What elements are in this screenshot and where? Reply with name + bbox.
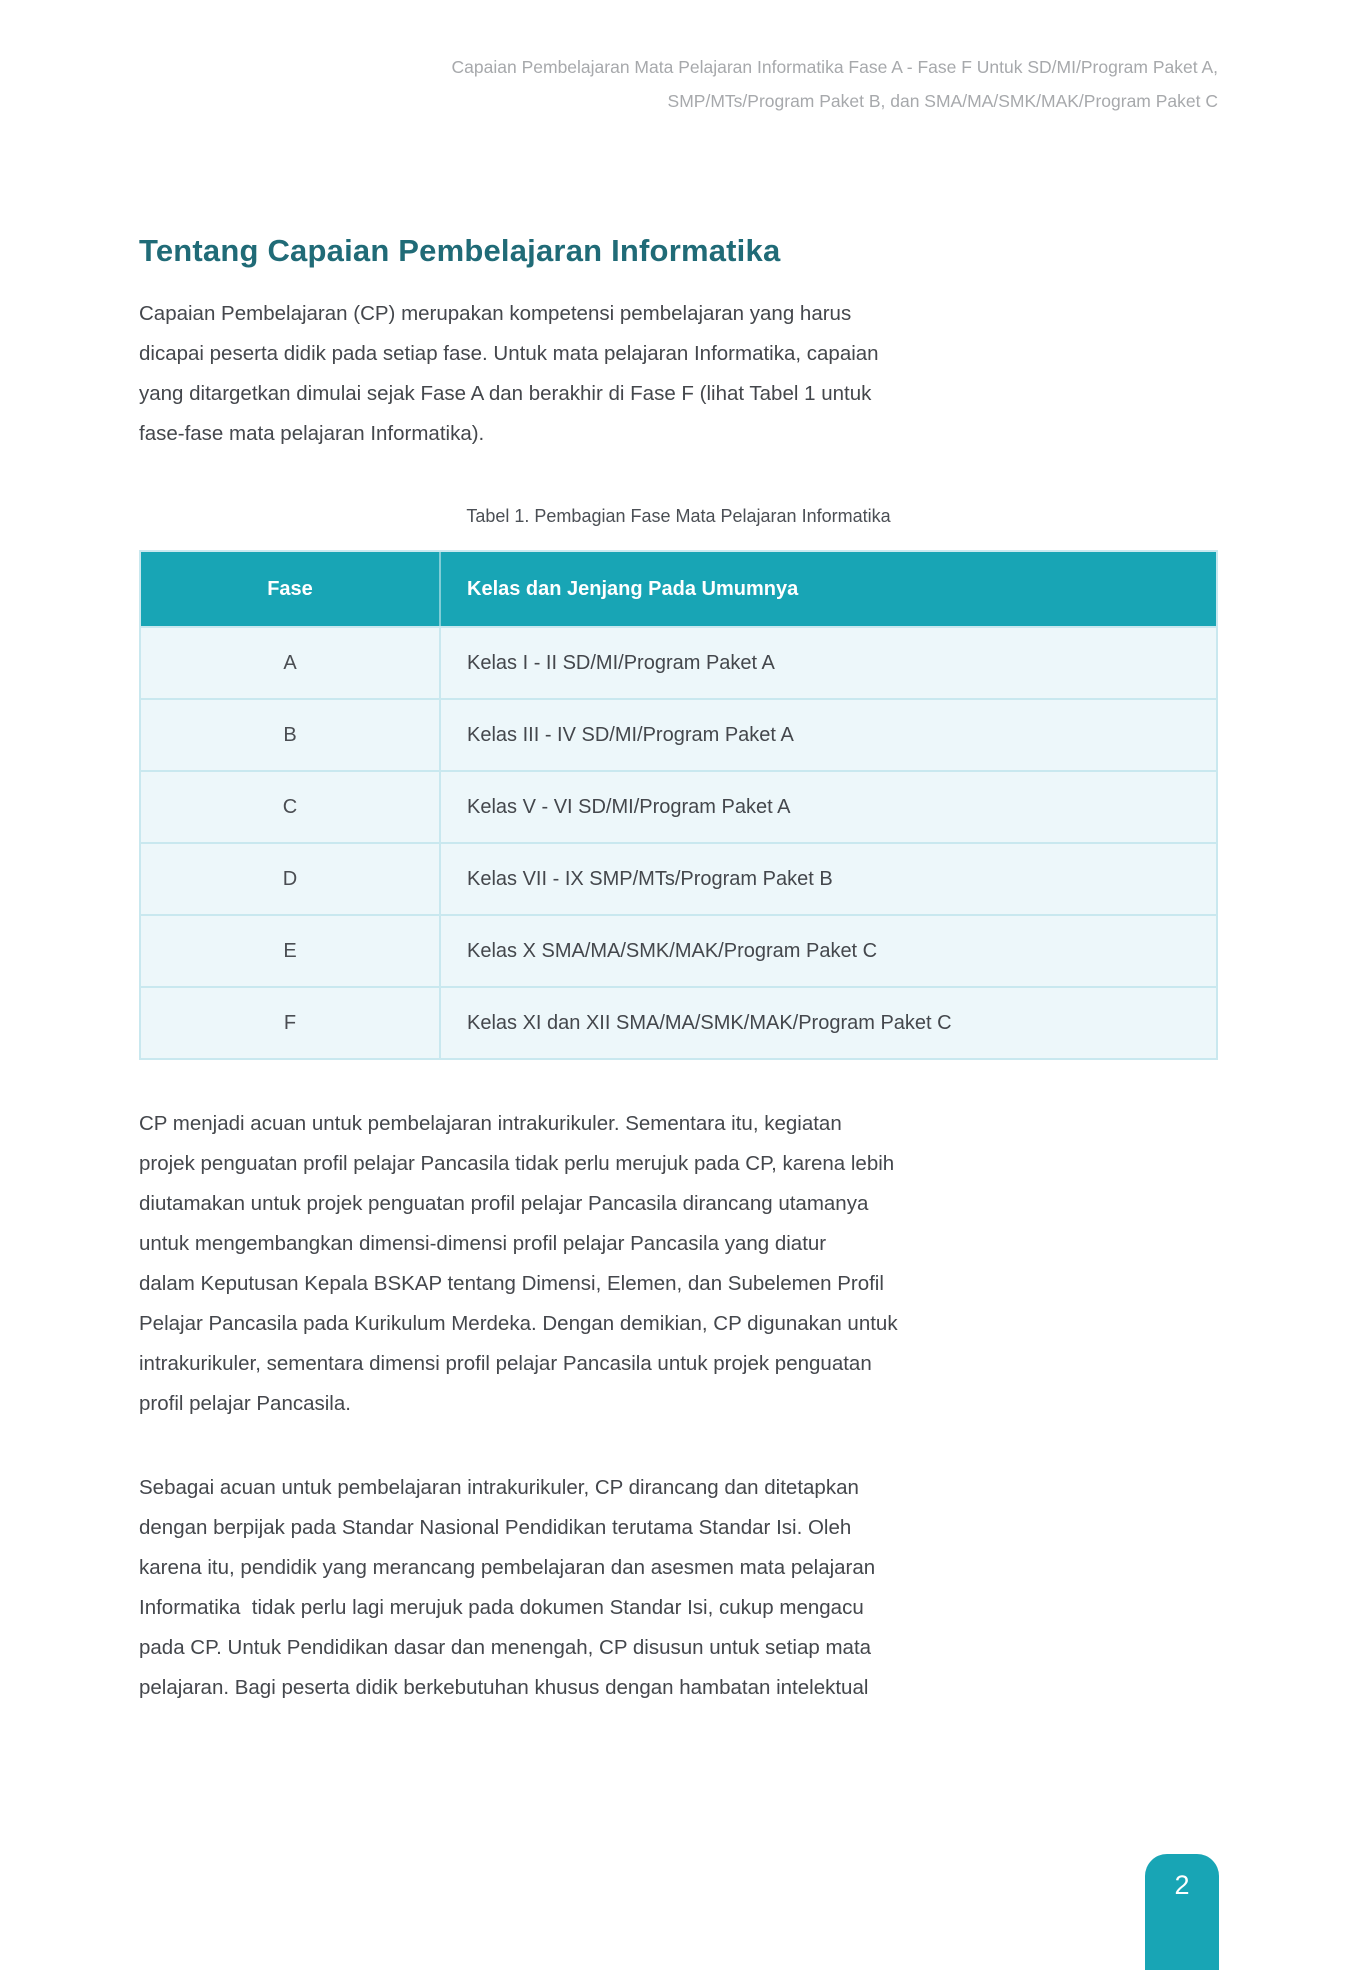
table-row <box>141 626 1216 698</box>
table-header-fase: Fase <box>141 552 441 626</box>
cell-fase: B <box>141 700 441 770</box>
paragraph-1-line: dicapai peserta didik pada setiap fase. Untuk mata pelajaran Informatika, capaian <box>139 342 879 365</box>
table-caption: Tabel 1. Pembagian Fase Mata Pelajaran Informatika <box>466 506 891 526</box>
running-header-line-2: SMP/MTs/Program Paket B, dan SMA/MA/SMK/MAK/Program Paket C <box>667 91 1218 111</box>
paragraph-3-line: pada CP. Untuk Pendidikan dasar dan menengah, CP disusun untuk setiap mata <box>139 1636 872 1659</box>
cell-kelas: Kelas III - IV SD/MI/Program Paket A <box>467 723 794 746</box>
cell-fase: D <box>141 844 441 914</box>
fase-table <box>139 550 1218 1060</box>
table-row <box>141 698 1216 770</box>
paragraph-1 <box>139 294 1218 454</box>
table-row <box>141 842 1216 914</box>
paragraph-2-line: dalam Keputusan Kepala BSKAP tentang Dimensi, Elemen, dan Subelemen Profil <box>139 1272 884 1295</box>
cell-fase: A <box>141 628 441 698</box>
cell-kelas: Kelas V - VI SD/MI/Program Paket A <box>467 795 791 818</box>
paragraph-1-line: fase-fase mata pelajaran Informatika). <box>139 422 485 445</box>
paragraph-3-line: dengan berpijak pada Standar Nasional Pendidikan terutama Standar Isi. Oleh <box>139 1516 852 1539</box>
cell-kelas: Kelas XI dan XII SMA/MA/SMK/MAK/Program Paket C <box>467 1011 952 1034</box>
page-number: 2 <box>1174 1870 1190 1900</box>
cell-kelas: Kelas X SMA/MA/SMK/MAK/Program Paket C <box>467 939 878 962</box>
running-header-line-1: Capaian Pembelajaran Mata Pelajaran Informatika Fase A - Fase F Untuk SD/MI/Program Paket A, <box>451 57 1218 77</box>
paragraph-1-line: yang ditargetkan dimulai sejak Fase A dan berakhir di Fase F (lihat Tabel 1 untuk <box>139 382 872 405</box>
page-number-badge <box>1145 1854 1219 1970</box>
table-row <box>141 770 1216 842</box>
paragraph-2-line: diutamakan untuk projek penguatan profil pelajar Pancasila dirancang utamanya <box>139 1192 869 1215</box>
paragraph-2-line: CP menjadi acuan untuk pembelajaran intrakurikuler. Sementara itu, kegiatan <box>139 1112 842 1135</box>
paragraph-3-line: karena itu, pendidik yang merancang pembelajaran dan asesmen mata pelajaran <box>139 1556 876 1579</box>
cell-kelas: Kelas I - II SD/MI/Program Paket A <box>467 651 775 674</box>
paragraph-2-line: untuk mengembangkan dimensi-dimensi profil pelajar Pancasila yang diatur <box>139 1232 827 1255</box>
running-header <box>139 50 1218 118</box>
paragraph-2 <box>139 1104 1218 1424</box>
paragraph-2-line: intrakurikuler, sementara dimensi profil pelajar Pancasila untuk projek penguatan <box>139 1352 872 1375</box>
page-title: Tentang Capaian Pembelajaran Informatika <box>139 233 781 268</box>
cell-kelas: Kelas VII - IX SMP/MTs/Program Paket B <box>467 867 833 890</box>
paragraph-3-line: Informatika tidak perlu lagi merujuk pada dokumen Standar Isi, cukup mengacu <box>139 1596 864 1619</box>
paragraph-3-line: pelajaran. Bagi peserta didik berkebutuhan khusus dengan hambatan intelektual <box>139 1676 869 1699</box>
document-page <box>0 50 1357 1708</box>
paragraph-2-line: projek penguatan profil pelajar Pancasila tidak perlu merujuk pada CP, karena lebih <box>139 1152 895 1175</box>
paragraph-1-line: Capaian Pembelajaran (CP) merupakan kompetensi pembelajaran yang harus <box>139 302 852 325</box>
cell-fase: C <box>141 772 441 842</box>
paragraph-3 <box>139 1468 1218 1708</box>
cell-fase: E <box>141 916 441 986</box>
paragraph-3-line: Sebagai acuan untuk pembelajaran intrakurikuler, CP dirancang dan ditetapkan <box>139 1476 859 1499</box>
table-row <box>141 986 1216 1058</box>
table-header-kelas: Kelas dan Jenjang Pada Umumnya <box>467 577 799 600</box>
paragraph-2-line: profil pelajar Pancasila. <box>139 1392 351 1415</box>
cell-fase: F <box>141 988 441 1058</box>
paragraph-2-line: Pelajar Pancasila pada Kurikulum Merdeka. Dengan demikian, CP digunakan untuk <box>139 1312 898 1335</box>
table-header-row <box>141 552 1216 626</box>
table-row <box>141 914 1216 986</box>
